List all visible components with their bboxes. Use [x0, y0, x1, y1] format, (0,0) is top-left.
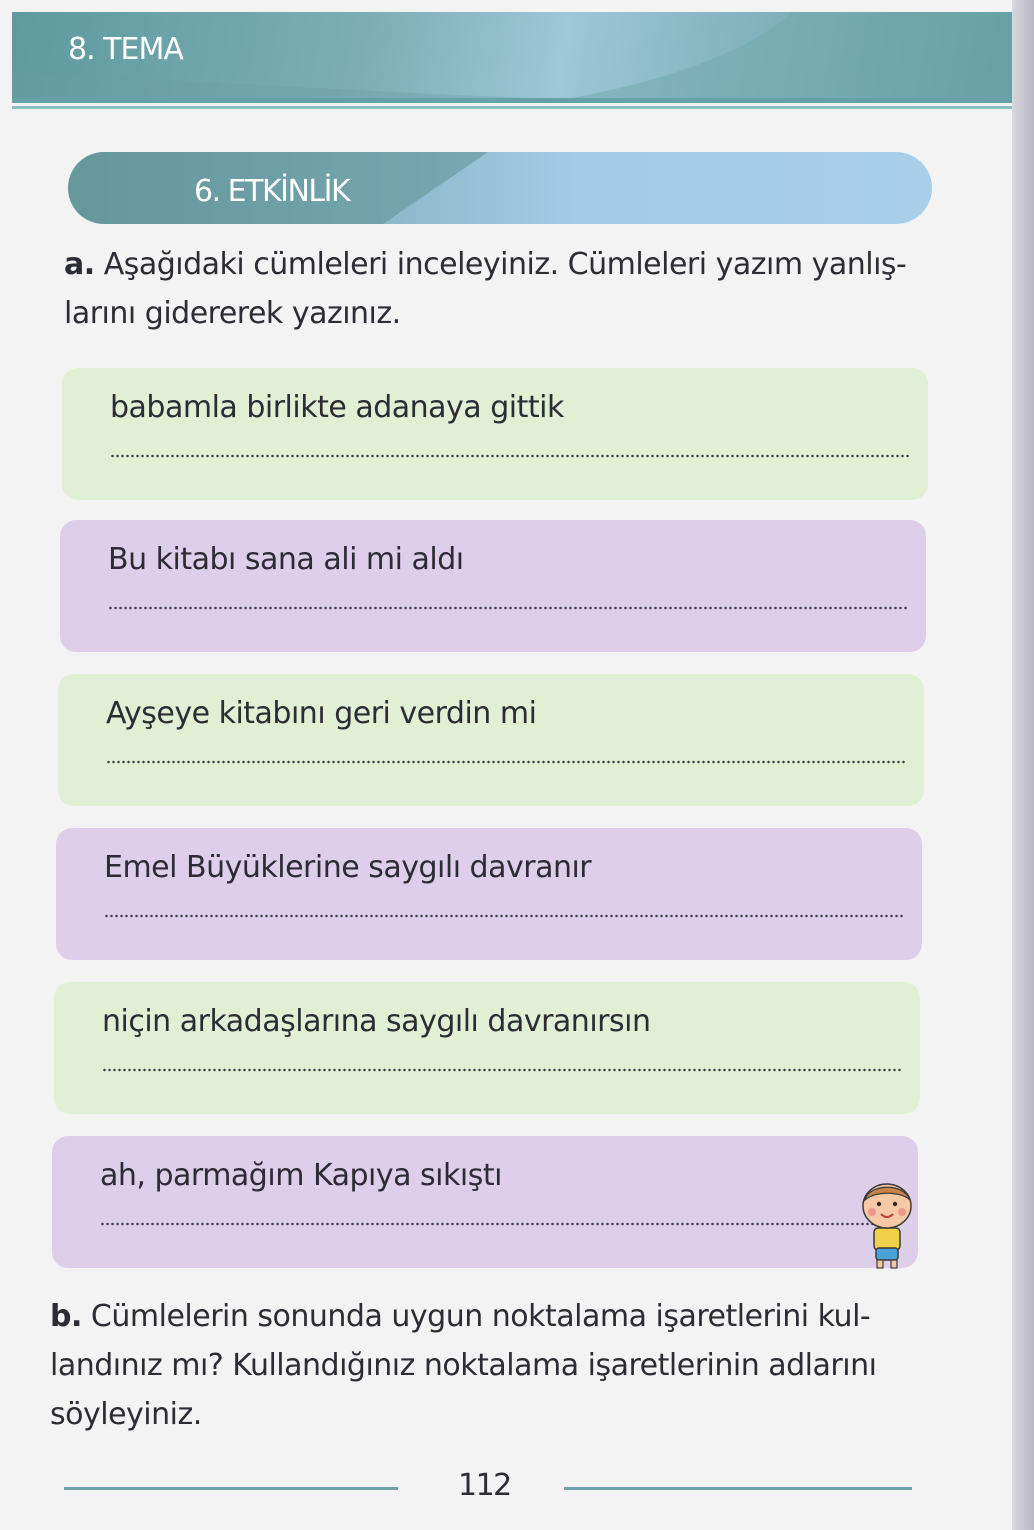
sentence-text: Ayşeye kitabını geri verdin mi: [106, 696, 537, 731]
instruction-b-text: Cümlelerin sonunda uygun noktalama işaretlerini kul-: [90, 1299, 871, 1334]
instruction-a: [64, 240, 930, 338]
sentence-text: Emel Büyüklerine saygılı davranır: [104, 850, 592, 885]
answer-line[interactable]: [100, 1222, 900, 1226]
answer-line[interactable]: [108, 606, 908, 610]
instruction-b: [50, 1292, 916, 1439]
instruction-a-text: Aşağıdaki cümleleri inceleyiniz. Cümleleri yazım yanlış-: [103, 247, 907, 282]
activity-title: 6. ETKİNLİK: [194, 174, 350, 209]
answer-line[interactable]: [102, 1068, 902, 1072]
child-illustration-icon: [856, 1182, 918, 1272]
answer-line[interactable]: [110, 454, 910, 458]
instruction-a-text-line2: larını gidererek yazınız.: [64, 296, 401, 331]
instruction-b-label: b.: [50, 1299, 82, 1334]
page-number: 112: [458, 1468, 511, 1503]
answer-line[interactable]: [104, 914, 904, 918]
sentence-text: babamla birlikte adanaya gittik: [110, 390, 564, 425]
header-stripe-thin: [12, 106, 1012, 109]
theme-title: 8. TEMA: [68, 32, 183, 67]
sentence-text: niçin arkadaşlarına saygılı davranırsın: [102, 1004, 651, 1039]
footer-line-left: [64, 1487, 398, 1490]
sentence-text: ah, parmağım Kapıya sıkıştı: [100, 1158, 502, 1193]
instruction-b-text-line2: landınız mı? Kullandığınız noktalama işaretlerinin adlarını: [50, 1348, 877, 1383]
answer-line[interactable]: [106, 760, 906, 764]
sentence-box-5: [54, 982, 920, 1114]
footer-line-right: [564, 1487, 912, 1490]
sentence-box-3: [58, 674, 924, 806]
sentence-box-4: [56, 828, 922, 960]
page-edge: [1012, 0, 1034, 1530]
header-stripe: [12, 98, 1012, 103]
sentence-text: Bu kitabı sana ali mi aldı: [108, 542, 464, 577]
instruction-a-label: a.: [64, 247, 95, 282]
sentence-box-2: [60, 520, 926, 652]
sentence-box-1: [62, 368, 928, 500]
sentence-box-6: [52, 1136, 918, 1268]
instruction-b-text-line3: söyleyiniz.: [50, 1397, 202, 1432]
